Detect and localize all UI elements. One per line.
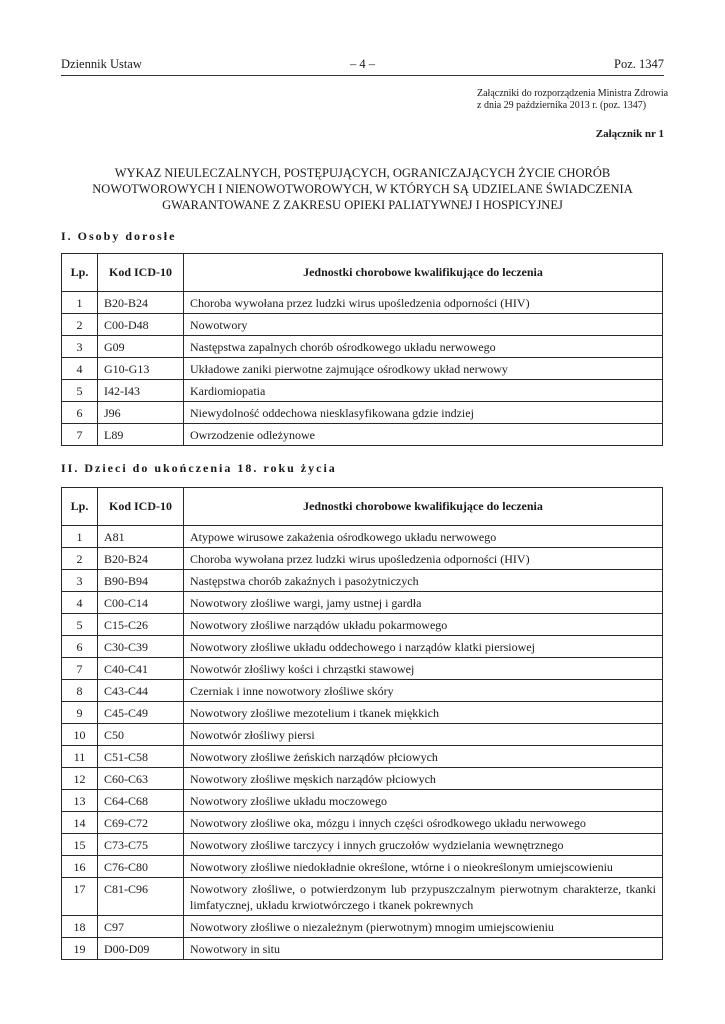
row-lp: 15 — [62, 834, 98, 856]
table-row — [62, 746, 663, 768]
row-description: Nowotwory złośliwe, o potwierdzonym lub przypuszczalnym pierwotnym charakterze, tkanki limfatycznej, układu krwiotwórczego i tkanek pokrewnych — [184, 878, 663, 916]
row-description: Następstwa zapalnych chorób ośrodkowego układu nerwowego — [184, 336, 663, 358]
annex-note-line: Załączniki do rozporządzenia Ministra Zdrowia — [477, 88, 669, 99]
row-icd-code: C60-C63 — [98, 768, 184, 790]
row-icd-code: C00-D48 — [98, 314, 184, 336]
annex-number: Załącznik nr 1 — [595, 128, 664, 140]
column-header-lp: Lp. — [62, 254, 98, 292]
row-description: Choroba wywołana przez ludzki wirus upośledzenia odporności (HIV) — [184, 548, 663, 570]
column-header-lp: Lp. — [62, 488, 98, 526]
row-icd-code: I42-I43 — [98, 380, 184, 402]
row-description: Nowotwory — [184, 314, 663, 336]
table-row — [62, 402, 663, 424]
row-description: Nowotwory złośliwe układu oddechowego i narządów klatki piersiowej — [184, 636, 663, 658]
table-row — [62, 812, 663, 834]
column-header-desc: Jednostki chorobowe kwalifikujące do leczenia — [184, 488, 663, 526]
row-lp: 7 — [62, 658, 98, 680]
row-icd-code: C81-C96 — [98, 878, 184, 916]
row-icd-code: C15-C26 — [98, 614, 184, 636]
row-icd-code: J96 — [98, 402, 184, 424]
row-description: Niewydolność oddechowa niesklasyfikowana gdzie indziej — [184, 402, 663, 424]
row-icd-code: G10-G13 — [98, 358, 184, 380]
column-header-code: Kod ICD-10 — [98, 488, 184, 526]
table-row — [62, 856, 663, 878]
page-number: – 4 – — [350, 57, 375, 71]
row-icd-code: B90-B94 — [98, 570, 184, 592]
row-description: Choroba wywołana przez ludzki wirus upośledzenia odporności (HIV) — [184, 292, 663, 314]
position-number: Poz. 1347 — [614, 57, 664, 71]
row-description: Kardiomiopatia — [184, 380, 663, 402]
row-icd-code: C73-C75 — [98, 834, 184, 856]
column-header-code: Kod ICD-10 — [98, 254, 184, 292]
row-lp: 5 — [62, 380, 98, 402]
row-description: Owrzodzenie odleżynowe — [184, 424, 663, 446]
row-lp: 5 — [62, 614, 98, 636]
row-icd-code: C40-C41 — [98, 658, 184, 680]
row-description: Nowotwór złośliwy piersi — [184, 724, 663, 746]
row-icd-code: C64-C68 — [98, 790, 184, 812]
row-description: Następstwa chorób zakaźnych i pasożytniczych — [184, 570, 663, 592]
row-lp: 4 — [62, 592, 98, 614]
table-header-row — [62, 488, 663, 526]
document-title — [61, 165, 664, 213]
table-row — [62, 768, 663, 790]
table-row — [62, 614, 663, 636]
title-line: GWARANTOWANE Z ZAKRESU OPIEKI PALIATYWNEJ I HOSPICYJNEJ — [162, 198, 563, 212]
table-row — [62, 336, 663, 358]
column-header-desc: Jednostki chorobowe kwalifikujące do leczenia — [184, 254, 663, 292]
table-row — [62, 570, 663, 592]
section-heading-adults: I. Osoby dorosłe — [61, 229, 177, 243]
table-row — [62, 680, 663, 702]
row-lp: 10 — [62, 724, 98, 746]
row-lp: 2 — [62, 548, 98, 570]
table-row — [62, 724, 663, 746]
row-lp: 1 — [62, 292, 98, 314]
row-lp: 13 — [62, 790, 98, 812]
table-row — [62, 592, 663, 614]
table-row — [62, 658, 663, 680]
row-lp: 6 — [62, 402, 98, 424]
row-icd-code: B20-B24 — [98, 292, 184, 314]
table-row — [62, 380, 663, 402]
table-row — [62, 548, 663, 570]
table-header-row — [62, 254, 663, 292]
row-icd-code: C69-C72 — [98, 812, 184, 834]
row-lp: 16 — [62, 856, 98, 878]
row-icd-code: C00-C14 — [98, 592, 184, 614]
row-description: Układowe zaniki pierwotne zajmujące ośrodkowy układ nerwowy — [184, 358, 663, 380]
row-description: Nowotwory złośliwe mezotelium i tkanek miękkich — [184, 702, 663, 724]
row-icd-code: L89 — [98, 424, 184, 446]
row-description: Nowotwory złośliwe wargi, jamy ustnej i gardła — [184, 592, 663, 614]
row-description: Nowotwory złośliwe narządów układu pokarmowego — [184, 614, 663, 636]
row-icd-code: D00-D09 — [98, 938, 184, 960]
row-lp: 7 — [62, 424, 98, 446]
table-row — [62, 790, 663, 812]
page-header — [61, 57, 664, 76]
row-icd-code: C45-C49 — [98, 702, 184, 724]
row-description: Atypowe wirusowe zakażenia ośrodkowego układu nerwowego — [184, 526, 663, 548]
annex-note-line: z dnia 29 października 2013 r. (poz. 1347) — [477, 100, 647, 111]
row-icd-code: C97 — [98, 916, 184, 938]
row-lp: 19 — [62, 938, 98, 960]
title-line: WYKAZ NIEULECZALNYCH, POSTĘPUJĄCYCH, OGRANICZAJĄCYCH ŻYCIE CHORÓB — [114, 166, 611, 180]
row-description: Nowotwory in situ — [184, 938, 663, 960]
title-line: NOWOTWOROWYCH I NIENOWOTWOROWYCH, W KTÓRYCH SĄ UDZIELANE ŚWIADCZENIA — [92, 182, 633, 196]
row-lp: 3 — [62, 336, 98, 358]
row-description: Nowotwory złośliwe oka, mózgu i innych części ośrodkowego układu nerwowego — [184, 812, 663, 834]
children-table — [61, 487, 663, 960]
table-row — [62, 938, 663, 960]
row-lp: 3 — [62, 570, 98, 592]
table-row — [62, 424, 663, 446]
row-lp: 17 — [62, 878, 98, 916]
row-icd-code: C30-C39 — [98, 636, 184, 658]
table-row — [62, 834, 663, 856]
row-description: Nowotwory złośliwe układu moczowego — [184, 790, 663, 812]
row-lp: 18 — [62, 916, 98, 938]
row-icd-code: C76-C80 — [98, 856, 184, 878]
row-lp: 1 — [62, 526, 98, 548]
table-row — [62, 878, 663, 916]
journal-name: Dziennik Ustaw — [61, 57, 142, 71]
table-row — [62, 636, 663, 658]
adults-table — [61, 253, 663, 446]
row-lp: 4 — [62, 358, 98, 380]
row-description: Nowotwory złośliwe o niezależnym (pierwotnym) mnogim umiejscowieniu — [184, 916, 663, 938]
row-description: Nowotwory złośliwe żeńskich narządów płciowych — [184, 746, 663, 768]
row-lp: 11 — [62, 746, 98, 768]
table-row — [62, 358, 663, 380]
row-icd-code: C50 — [98, 724, 184, 746]
row-icd-code: A81 — [98, 526, 184, 548]
table-row — [62, 314, 663, 336]
table-row — [62, 916, 663, 938]
row-lp: 9 — [62, 702, 98, 724]
row-icd-code: B20-B24 — [98, 548, 184, 570]
row-description: Nowotwór złośliwy kości i chrząstki stawowej — [184, 658, 663, 680]
row-lp: 8 — [62, 680, 98, 702]
row-icd-code: G09 — [98, 336, 184, 358]
table-row — [62, 702, 663, 724]
row-description: Czerniak i inne nowotwory złośliwe skóry — [184, 680, 663, 702]
row-description: Nowotwory złośliwe tarczycy i innych gruczołów wydzielania wewnętrznego — [184, 834, 663, 856]
table-row — [62, 292, 663, 314]
row-lp: 6 — [62, 636, 98, 658]
row-lp: 2 — [62, 314, 98, 336]
row-lp: 12 — [62, 768, 98, 790]
row-icd-code: C43-C44 — [98, 680, 184, 702]
annex-note — [477, 88, 668, 112]
table-row — [62, 526, 663, 548]
row-lp: 14 — [62, 812, 98, 834]
row-description: Nowotwory złośliwe niedokładnie określone, wtórne i o nieokreślonym umiejscowieniu — [184, 856, 663, 878]
row-description: Nowotwory złośliwe męskich narządów płciowych — [184, 768, 663, 790]
section-heading-children: II. Dzieci do ukończenia 18. roku życia — [61, 461, 337, 475]
row-icd-code: C51-C58 — [98, 746, 184, 768]
